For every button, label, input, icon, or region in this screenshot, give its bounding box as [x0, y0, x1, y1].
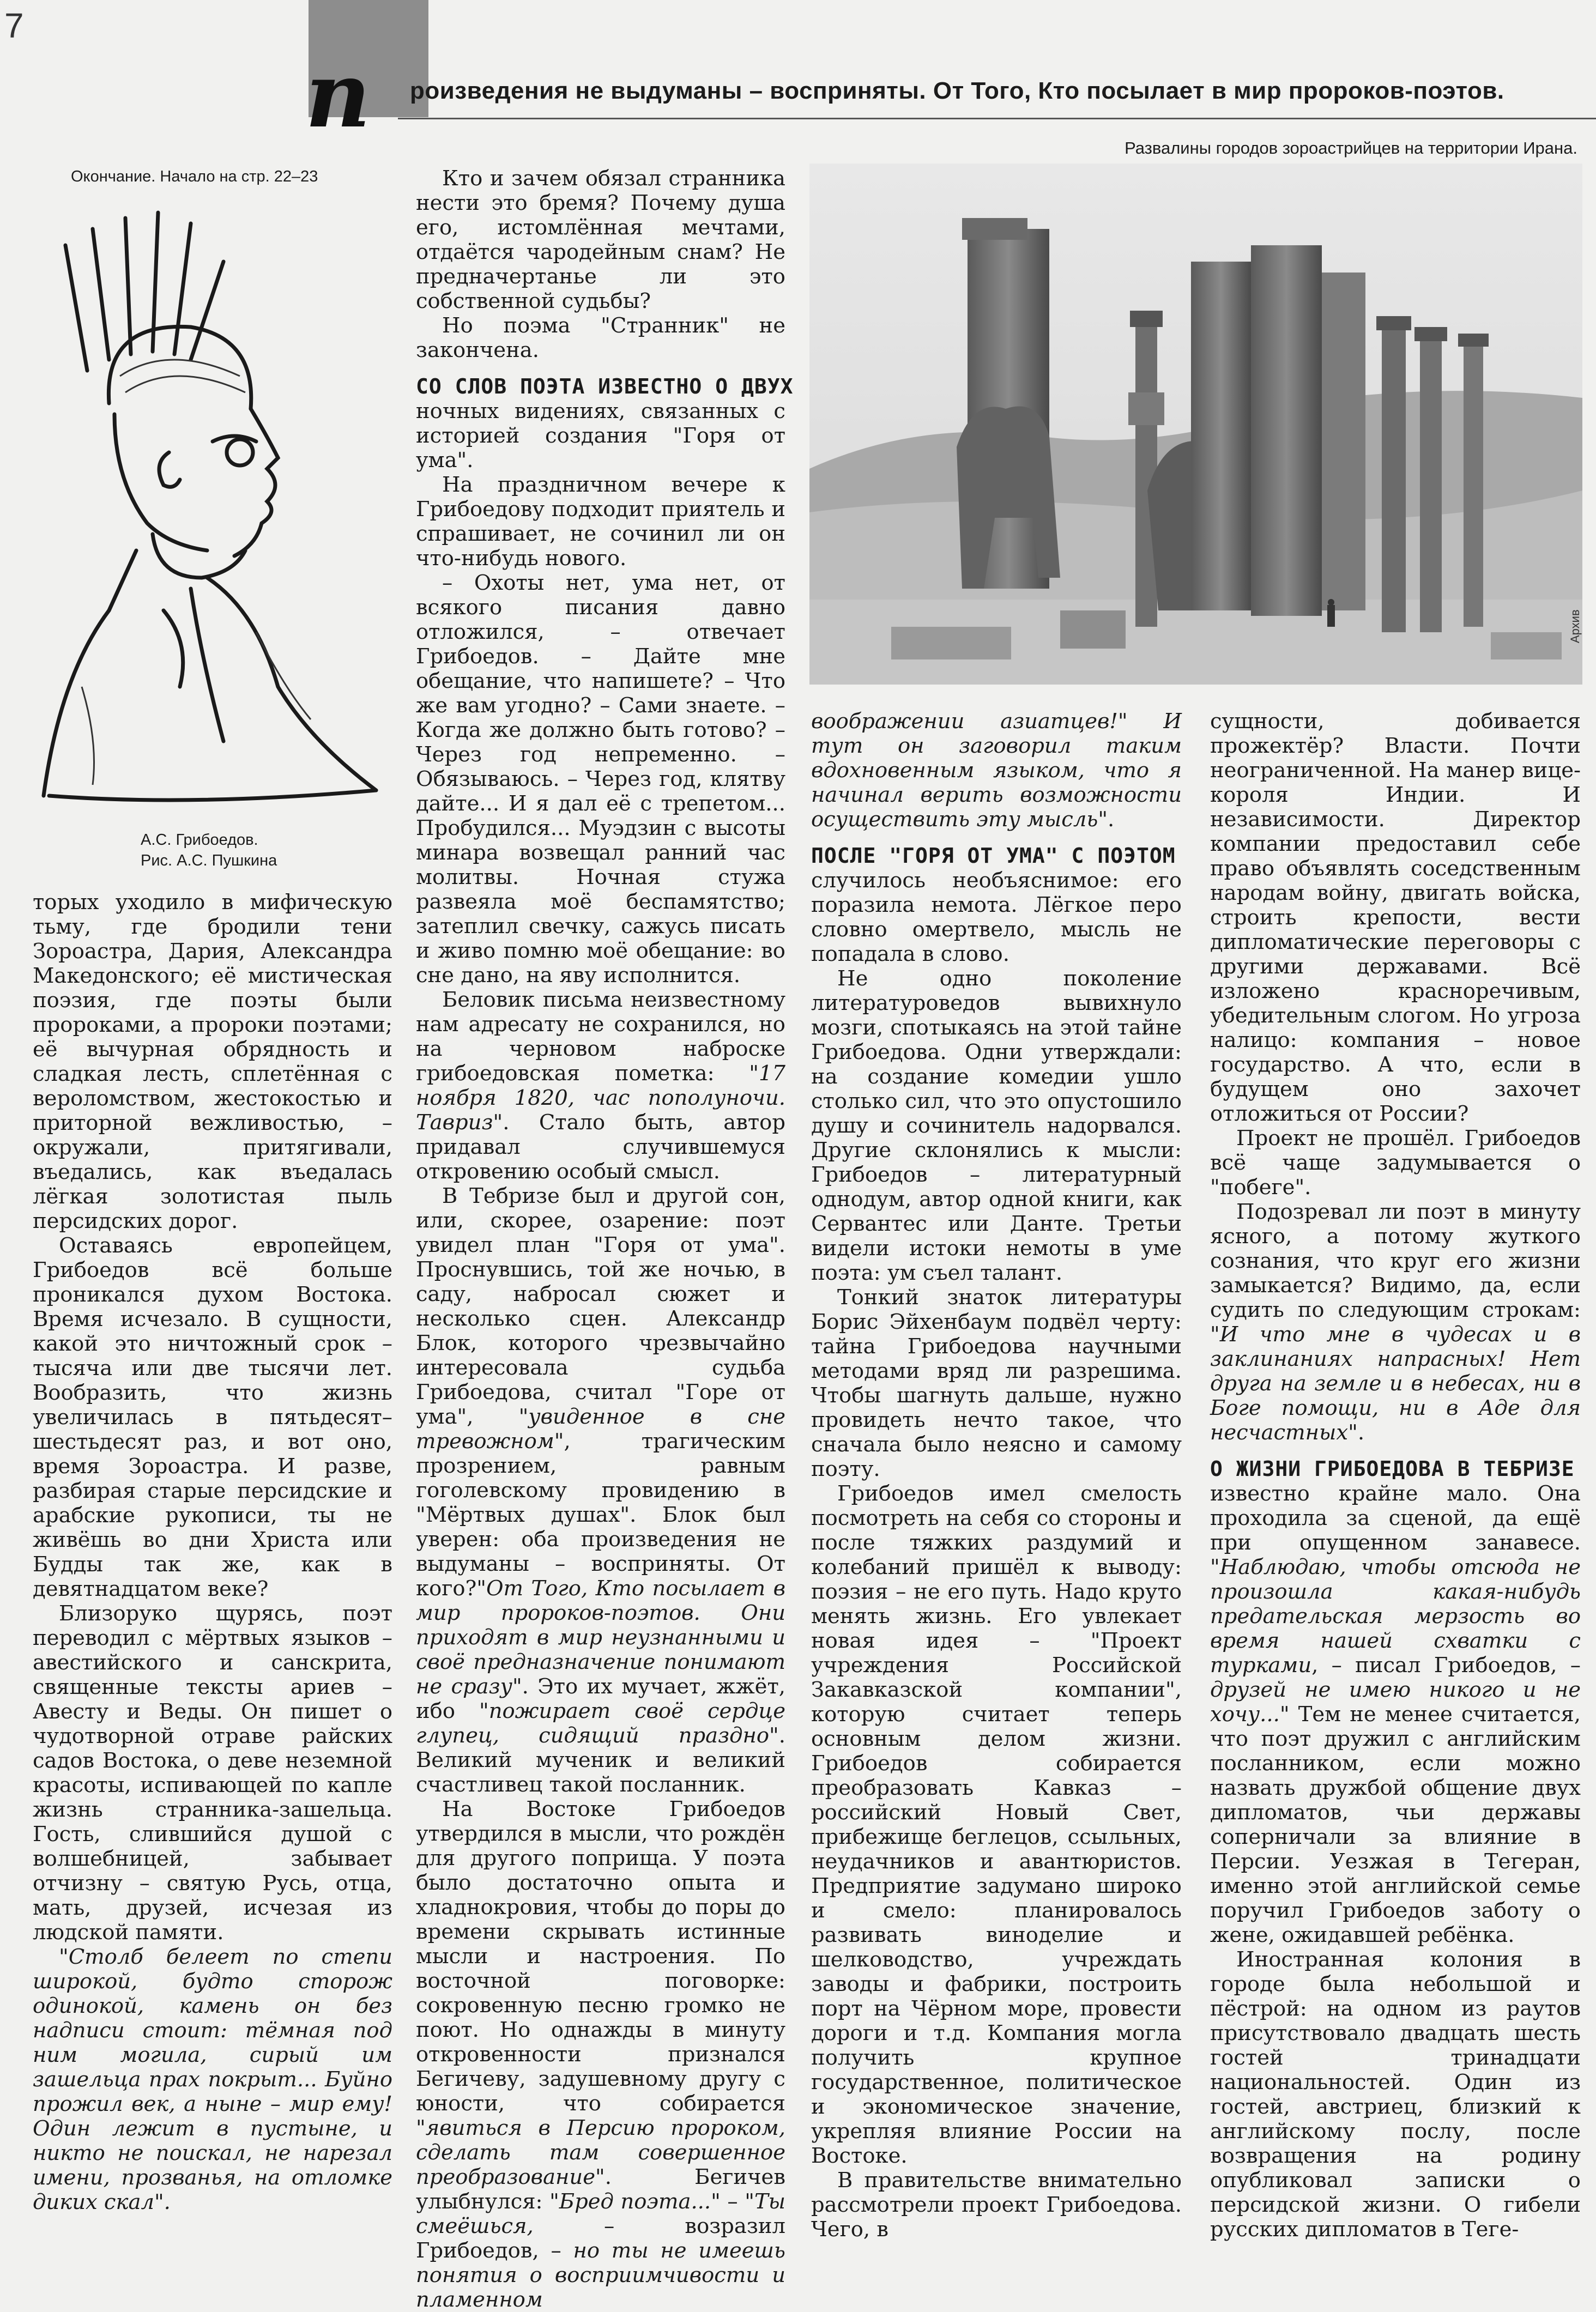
continuation-note: Окончание. Начало на стр. 22–23: [71, 168, 318, 185]
text-run: " Тем не менее считается, что поэт дружил с английским посланником, если можно назвать дружбой общение двух дипломатов, чьи державы соперничали за влияние в Персии. Уезжая в Тегеран, именно этой английской семье поручил Грибоедов заботу о жене, ожидавшей ребёнка.: [1210, 1702, 1581, 1947]
article-column-1: [33, 890, 392, 2214]
section-heading: СО СЛОВ ПОЭТА ИЗВЕСТНО О ДВУХ: [416, 374, 794, 398]
headline: роизведения не выдуманы – восприняты. От Того, Кто посылает в мир пророков-поэтов.: [410, 77, 1504, 104]
text-run: . Стало быть, автор придавал случившемуся откровению особый смысл.: [416, 1110, 785, 1184]
portrait-caption: [141, 830, 277, 871]
paragraph: сущности, добивается прожектёр? Власти. Почти неограниченной. На манер вице-короля Индии. И независимости. Директор компании предоставил себе право объявлять соседственным народам войну, двигать войска, строить крепости, вести дипломатические переговоры с другими державами. Всё изложено красноречивым, убедительным слогом. Но угроза налицо: компания – новое государство. А что, если в будущем оно захочет отложиться от России?: [1210, 709, 1581, 1126]
section-heading: ПОСЛЕ "ГОРЯ ОТ УМА" С ПОЭТОМ: [811, 844, 1176, 868]
quote-run: "явиться в Персию пророком, сделать там совершенное преобразование": [416, 2116, 785, 2189]
paragraph: торых уходило в мифическую тьму, где бродили тени Зороастра, Дария, Александра Македонского; её мистическая поэзия, где поэты были пророками, а пророки поэтами; её вычурная обрядность и сладкая лесть, сплетённая с вероломством, жестокостью и приторной вежливостью, – окружали, притягивали, въедались, как въедалась лёгкая золотистая пыль персидских дорог.: [33, 890, 392, 1233]
page-number: 7: [4, 6, 24, 45]
paragraph: Грибоедов имел смелость посмотреть на себя со стороны и после тяжких раздумий и колебаний пришёл к выводу: поэзия – не его путь. Надо круто менять жизнь. Его увлекает новая идея – "Проект учреждения Российской Закавказской компании", которую считает теперь основным делом жизни. Грибоедов собирается преобразовать Кавказ – российский Новый Свет, прибежище беглецов, ссыльных, неудачников и авантюристов. Предприятие задумано широко и смело: планировалось развивать виноделие и шелководство, учреждать заводы и фабрики, построить порт на Чёрном море, провести дороги и т.д. Компания могла получить крупное государственное, политическое и экономическое значение, укрепляя влияние России на Востоке.: [811, 1481, 1182, 2168]
portrait-caption-credit: Рис. А.С. Пушкина: [141, 852, 277, 869]
paragraph: – Охоты нет, ума нет, от всякого писания давно отложился, – отвечает Грибоедов. – Дайте мне обещание, что напишете? – Что же вам угодно? – Сами знаете. – Когда же должно быть готово? – Через год непременно. – Обязываюсь. – Через год, клятву дайте... И я дал её с трепетом... Пробудился... Муэдзин с высоты минара возвещал ранний час молитвы. Ночная стужа развеяла моё беспамятство; затеплил свечку, сажусь писать и живо помню моё обещание: во сне дано, на яву исполнится.: [416, 571, 785, 988]
quote-run: но ты не имеешь понятия о восприимчивости и пламенном: [416, 2238, 785, 2312]
text-run: ". Это их мучает, жжёт, ибо: [416, 1674, 785, 1723]
text-run: известно крайне мало. Она проходила за сценой, да ещё при опущенном занавесе. ": [1210, 1481, 1581, 1579]
text-run: " – ": [711, 2189, 754, 2214]
paragraph: В правительстве внимательно рассмотрели проект Грибоедова. Чего, в: [811, 2168, 1182, 2242]
paragraph: [1210, 1481, 1581, 1947]
text-run: , трагическим прозрением, равным гоголевскому провидению в "Мёртвых душах". Блок был уверен: оба произведения не выдуманы – восприняты. От кого?": [416, 1429, 785, 1601]
text-run: На Востоке Грибоедов утвердился в мысли, что рождён для другого поприща. У поэта было достаточно опыта и хладнокровия, чтобы до поры до времени скрывать истинные мысли и настроения. По восточной поговорке: сокровенную песню громко не поют. Но однажды в минуту откровенности признался Бегичеву, задушевному другу с юности, что собирается: [416, 1797, 785, 2116]
article-column-3: [811, 709, 1182, 2242]
text-run: . Великий мученик и великий счастливец такой посланник.: [416, 1723, 785, 1797]
quote-run: друзей не имею никого и не хочу...: [1210, 1678, 1581, 1727]
article-column-2: [416, 166, 794, 2312]
paragraph: Проект не прошёл. Грибоедов всё чаще задумывается о "побеге".: [1210, 1126, 1581, 1200]
text-run: Беловик письма неизвестному нам адресату не сохранился, но на черновом наброске грибоедовская пометка:: [416, 988, 785, 1086]
section-heading: О ЖИЗНИ ГРИБОЕДОВА В ТЕБРИЗЕ: [1210, 1457, 1575, 1481]
paragraph: Не одно поколение литературоведов вывихнуло мозги, спотыкаясь на этой тайне Грибоедова. Одни утверждали: на создание комедии ушло столько сил, что это опустошило душу и сочинитель надорвался. Другие склонялись к мысли: Грибоедов – литературный однодум, автор одной книги, как Сервантес или Данте. Третьи видели истоки немоты в уме поэта: ум съел талант.: [811, 966, 1182, 1285]
text-run: В Тебризе был и другой сон, или, скорее, озарение: поэт увидел план "Горя от ума". Проснувшись, той же ночью, в саду, набросал сюжет и несколько сцен. Александр Блок, которого чрезвычайно интересовала судьба Грибоедова, считал "Горе от ума",: [416, 1184, 785, 1429]
paragraph: [416, 1797, 785, 2312]
quote-run: Наблюдаю, чтобы отсюда не произошла какая-нибудь предательская мерзость во время нашей схватки с турками: [1210, 1555, 1581, 1678]
paragraph: Близоруко щурясь, поэт переводил с мёртвых языков – авестийского и санскрита, священные тексты ариев – Авесту и Веды. Он пишет о чудотворной отраве райских садов Востока, о деве неземной красоты, испивающей по капле жизнь странника-зашельца. Гость, слившийся душой с волшебницей, забывает отчизну – святую Русь, отца, мать, друзей, исчезая из людской памяти.: [33, 1601, 392, 1945]
paragraph: Но поэма "Странник" не закончена.: [416, 313, 785, 362]
quote-run: воображении азиатцев!" И тут он заговорил таким вдохновенным языком, что я начинал верить возможности осуществить эту мысль: [811, 709, 1182, 832]
paragraph: Тонкий знаток литературы Борис Эйхенбаум подвёл черту: тайна Грибоедова научными методами вряд ли разрешима. Чтобы шагнуть дальше, нужно провидеть нечто такое, что сначала было неясно и самому поэту.: [811, 1285, 1182, 1481]
photo-caption: Развалины городов зороастрийцев на территории Ирана.: [1125, 138, 1577, 158]
quote-run: "17 ноября 1820, час пополуночи. Тавриз": [416, 1061, 785, 1135]
paragraph: Кто и зачем обязал странника нести это бремя? Почему душа его, истомлённая мечтами, отдаётся чародейным снам? Не предначертанье ли это собственной судьбы?: [416, 166, 785, 313]
poem-quote: "Столб белеет по степи широкой, будто сторож одинокой, камень он без надписи стоит: тёмная под ним могила, сирый им зашельца прах покрыт... Буйно прожил век, а ныне – мир ему! Один лежит в пустыне, и никто не поискал, не нарезал имени, прозванья, на отломке диких скал".: [33, 1945, 392, 2214]
paragraph: [416, 988, 785, 1184]
quote-run: "увиденное в сне тревожном": [416, 1405, 785, 1454]
text-run: , – писал Грибоедов, –: [1311, 1653, 1581, 1678]
paragraph: На праздничном вечере к Грибоедову подходит приятель и спрашивает, не сочинил ли он что-нибудь нового.: [416, 473, 785, 571]
paragraph: Иностранная колония в городе была небольшой и пёстрой: на одном из раутов присутствовало двадцать шесть гостей тринадцати национальностей. Один из гостей, австриец, близкий к английскому послу, после возвращения на родину опубликовал записки о персидской жизни. О гибели русских дипломатов в Теге-: [1210, 1947, 1581, 2242]
text-run: Подозревал ли поэт в минуту ясного, а потому жуткого сознания, что круг его жизни замыкается? Видимо, да, если судить по следующим строкам: ": [1210, 1200, 1581, 1347]
quote-run: "пожирает своё сердце глупец, сидящий праздно": [416, 1699, 785, 1748]
portrait-caption-name: А.С. Грибоедов.: [141, 831, 258, 849]
quote-run: От Того, Кто посылает в мир пророков-поэтов. Они приходят в мир неузнанными и своё предназначение понимают не сразу: [416, 1576, 785, 1699]
text-run: ".: [1098, 807, 1115, 832]
text-run: – возразил Грибоедов, –: [416, 2214, 785, 2263]
quote-run: Бред поэта...: [559, 2189, 711, 2214]
ruins-illustration: [809, 164, 1582, 685]
paragraph: [811, 709, 1182, 832]
griboedov-portrait-sketch: [27, 196, 398, 823]
portrait-drawing: [27, 196, 398, 823]
quote-run: Ты смеёшься,: [416, 2189, 785, 2238]
paragraph: [416, 1184, 785, 1797]
header-rule: [398, 118, 1596, 119]
paragraph: Оставаясь европейцем, Грибоедов всё больше проникался духом Востока. Время исчезало. В сущности, какой это ничтожный срок – тысяча или две тысячи лет. Вообразить, что жизнь увеличилась в пятьдесят–шестьдесят раз, и вот оно, время Зороастра. И разве, разбирая старые персидские и арабские рукописи, ты не живёшь во дни Христа или Будды так же, как в девятнадцатом веке?: [33, 1233, 392, 1601]
text-run: ".: [1348, 1420, 1365, 1445]
ruins-photo: [809, 164, 1582, 685]
quote-run: И что мне в чудесах и в заклинаниях напрасных! Нет друга на земле и в небесах, ни в Боге помощи, ни в Аде для несчастных: [1210, 1322, 1581, 1445]
text-run: . Бегичев улыбнулся: ": [416, 2165, 785, 2214]
photo-credit: Архив: [1568, 609, 1582, 643]
article-column-4: [1210, 709, 1581, 2242]
paragraph: случилось необъяснимое: его поразила немота. Лёгкое перо словно омертвело, мысль не попадала в слово.: [811, 868, 1182, 966]
paragraph: ночных видениях, связанных с историей создания "Горя от ума".: [416, 399, 785, 473]
paragraph: [1210, 1200, 1581, 1445]
headline-dropcap: п: [305, 42, 371, 148]
